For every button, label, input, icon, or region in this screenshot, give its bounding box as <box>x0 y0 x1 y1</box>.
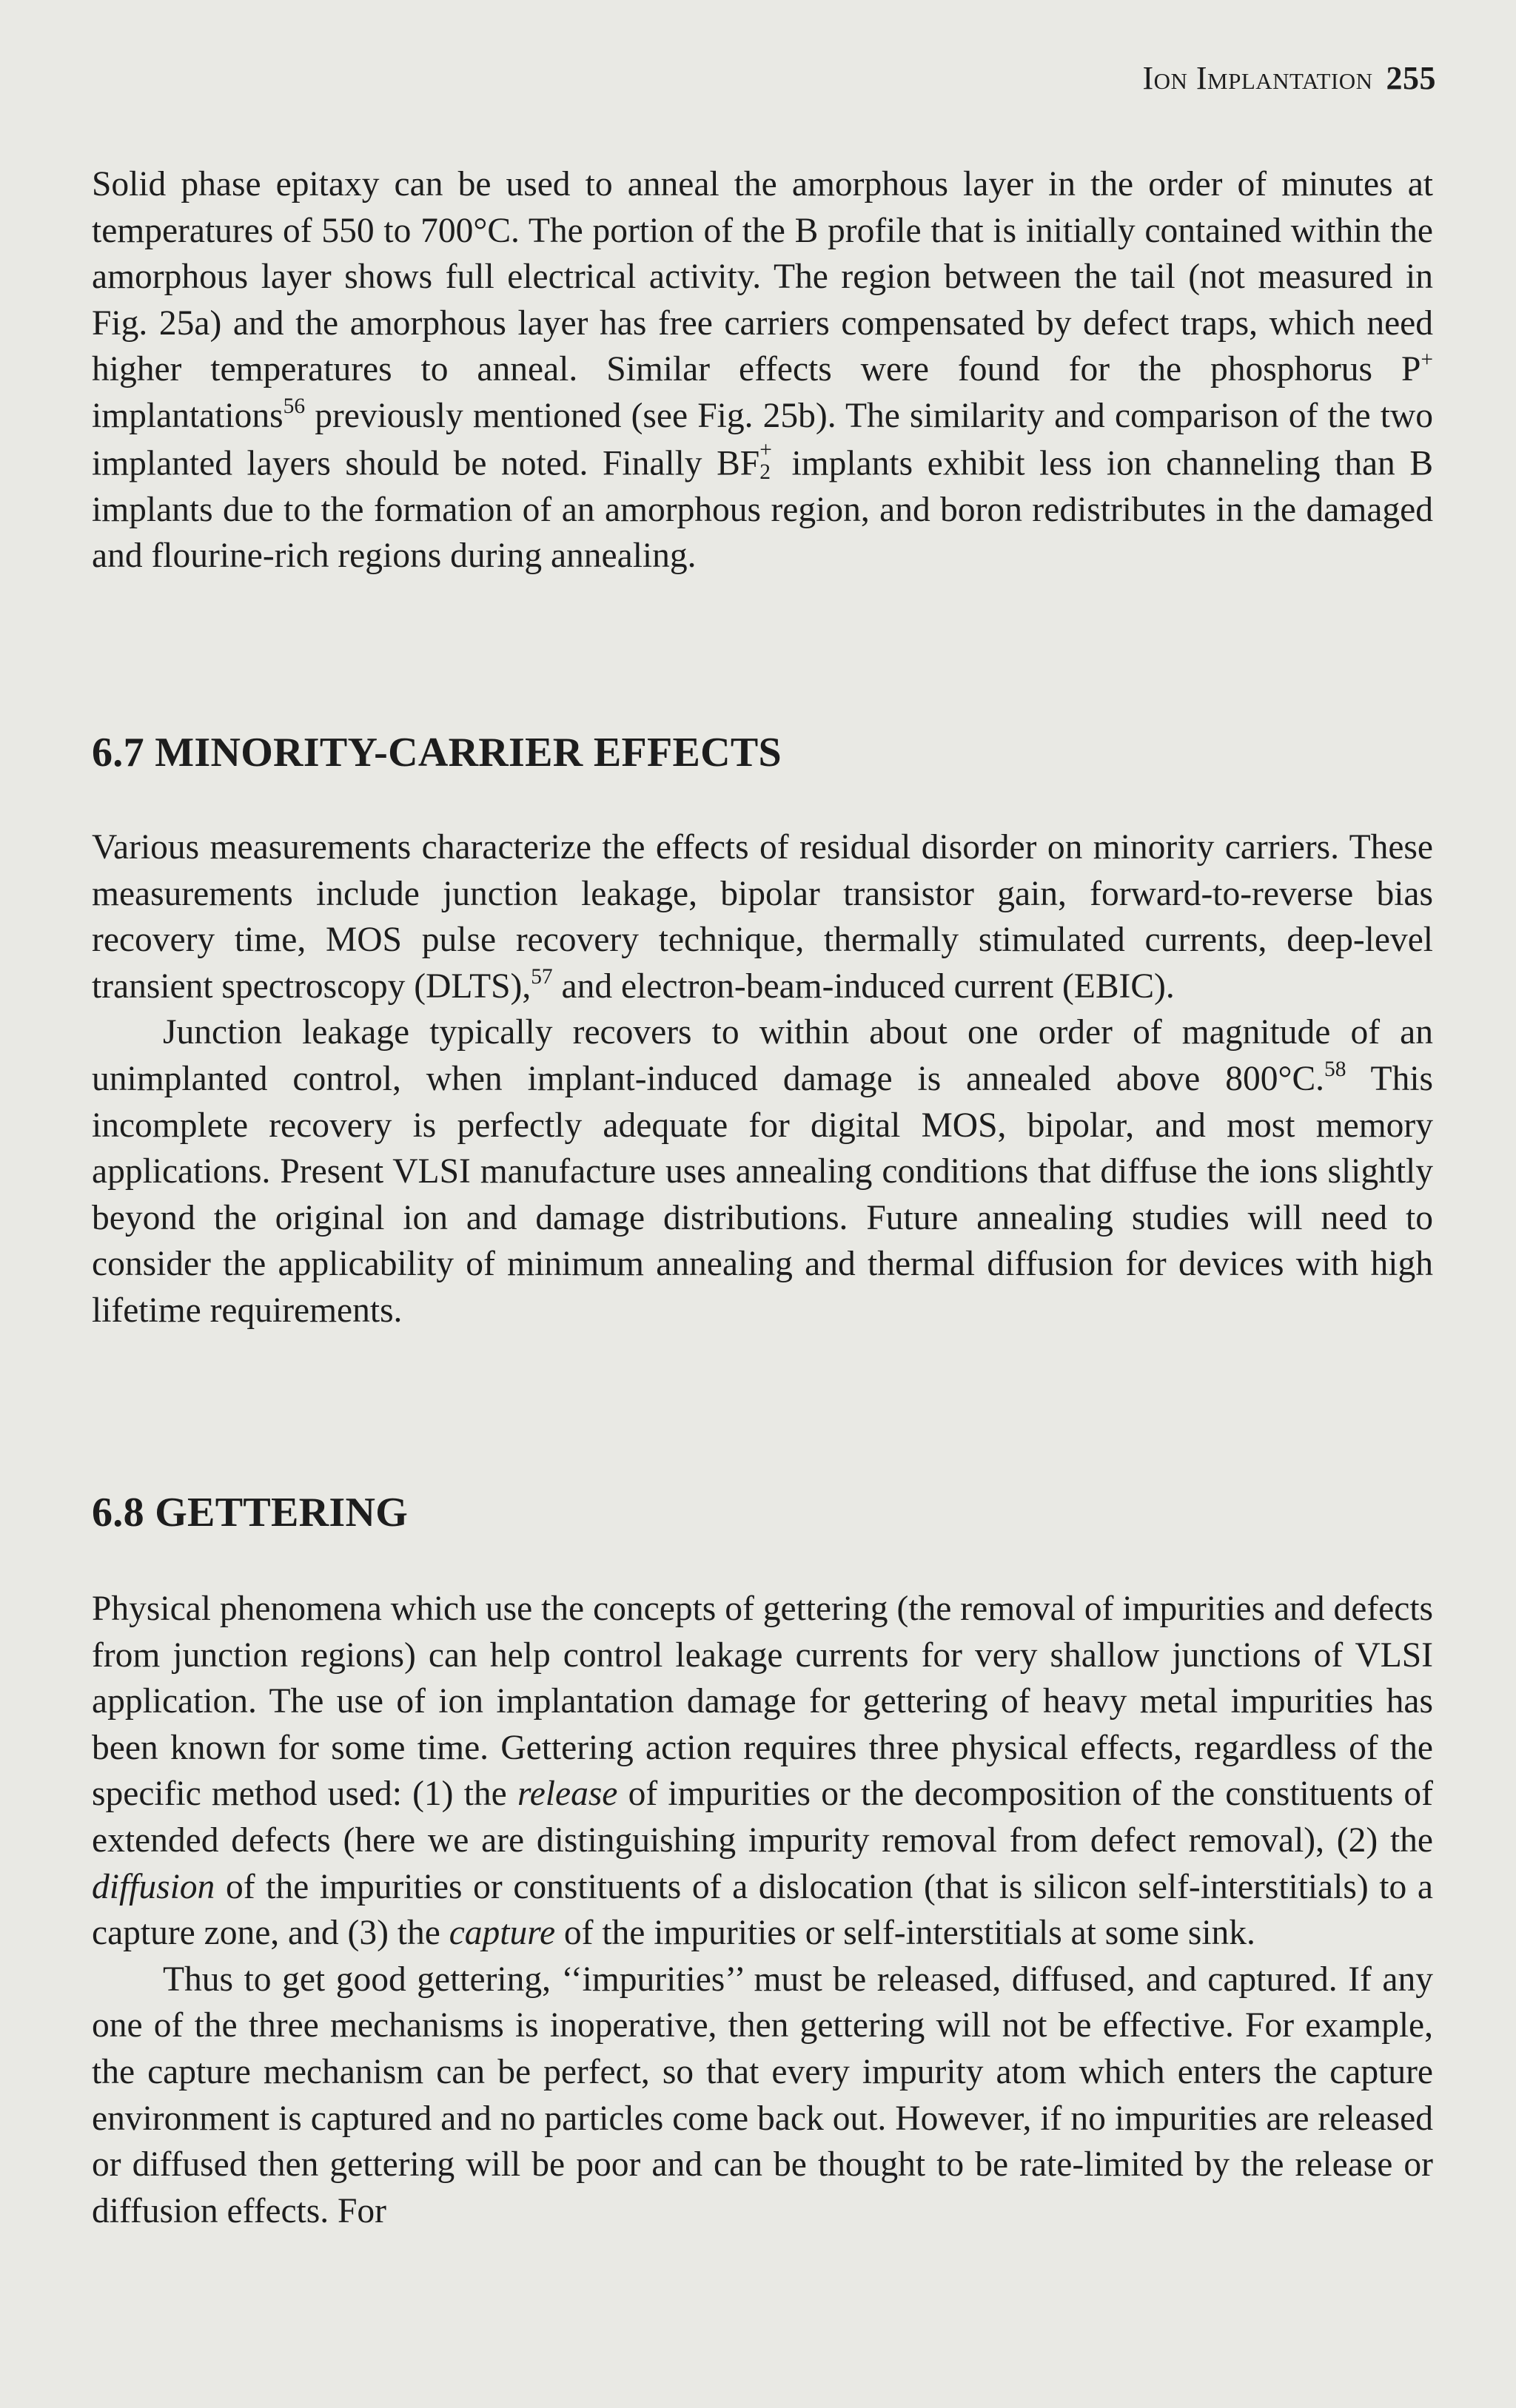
body-paragraph <box>92 824 1433 1009</box>
footnote-ref: 56 <box>283 394 306 418</box>
section-6-7-body <box>92 824 1433 1334</box>
subsup-pair <box>759 438 777 484</box>
text-run: of the impurities or constituents of a dislocation (that is silicon self-interstitials) to a capture zone, and (3) the <box>92 1867 1433 1953</box>
body-paragraph: Thus to get good gettering, ‘‘impurities’’ must be released, diffused, and captured. If any one of the three mechanisms is inoperative, then gettering will not be effective. For example, the capture mechanism can be perfect, so that every impurity atom which enters the capture environment is captured and no particles come back out. However, if no impurities are released or diffused then gettering will be poor and can be thought to be rate-limited by the release or diffusion effects. For <box>92 1960 1433 2230</box>
subscript: 2 <box>759 460 771 484</box>
paragraph-spe <box>92 161 1433 579</box>
text-run: This incomplete recovery is perfectly adequate for digital MOS, bipolar, and most memory applications. Present VLSI manufacture uses annealing conditions that diffuse the ions slightly beyond the original ion and damage distributions. Future annealing studies will need to consider the applicability of minimum annealing and thermal diffusion for devices with high lifetime requirements. <box>92 1059 1434 1330</box>
superscript: + <box>759 438 772 463</box>
text-run: Various measurements characterize the effects of residual disorder on minority carriers. These measurements include junction leakage, bipolar transistor gain, forward-to-reverse bias recovery time, MOS pulse recovery technique, thermally stimulated currents, deep-level transient spectroscopy (DLTS), <box>92 828 1433 1006</box>
text-run: Junction leakage typically recovers to within about one order of magnitude of an unimplanted control, when implant-induced damage is annealed above 800°C. <box>92 1013 1433 1098</box>
body-paragraph <box>92 1009 1433 1334</box>
text-run: of impurities or the decomposition of the constituents of extended defects (here we are distinguishing impurity removal from defect removal), (2) the <box>92 1775 1433 1860</box>
running-title: Ion Implantation <box>1142 60 1373 96</box>
text-run: of the impurities or self-interstitials at some sink. <box>555 1914 1255 1953</box>
emphasis: capture <box>449 1914 556 1953</box>
emphasis: release <box>517 1775 618 1814</box>
body-paragraph <box>92 161 1433 579</box>
text-run: and electron-beam-induced current (EBIC). <box>552 966 1175 1006</box>
footnote-ref: 58 <box>1324 1057 1346 1081</box>
emphasis: diffusion <box>92 1867 215 1906</box>
text-run: implantations <box>92 396 284 435</box>
superscript: + <box>1421 348 1433 372</box>
section-heading-6-7: 6.7 MINORITY-CARRIER EFFECTS <box>92 730 782 776</box>
section-6-8-body <box>92 1586 1433 2234</box>
text-run: previously mentioned (see Fig. 25b). The similarity and comparison of the two implanted layers should be noted. Finally BF <box>92 396 1433 483</box>
text-run: Solid phase epitaxy can be used to anneal the amorphous layer in the order of minutes at temperatures of 550 to 700°C. The portion of the B profile that is initially contained within the amorphous layer shows full electrical activity. The region between the tail (not measured in Fig. 25a) and the amorphous layer has free carriers compensated by defect traps, which need higher temperatures to anneal. Similar effects were found for the phosphorus P <box>92 165 1433 389</box>
running-head <box>1142 59 1436 97</box>
text-run: Physical phenomena which use the concepts of gettering (the removal of impurities and defects from junction regions) can help control leakage currents for very shallow junctions of VLSI application. The use of ion implantation damage for gettering of heavy metal impurities has been known for some time. Gettering action requires three physical effects, regardless of the specific method used: (1) the <box>92 1590 1433 1814</box>
text-run: implants exhibit less ion channeling than B implants due to the formation of an amorphous region, and boron redistributes in the damaged and flourine-rich regions during annealing. <box>92 444 1433 576</box>
page-number: 255 <box>1386 60 1436 96</box>
section-heading-6-8: 6.8 GETTERING <box>92 1490 409 1536</box>
footnote-ref: 57 <box>531 964 553 989</box>
body-paragraph <box>92 1586 1433 1957</box>
